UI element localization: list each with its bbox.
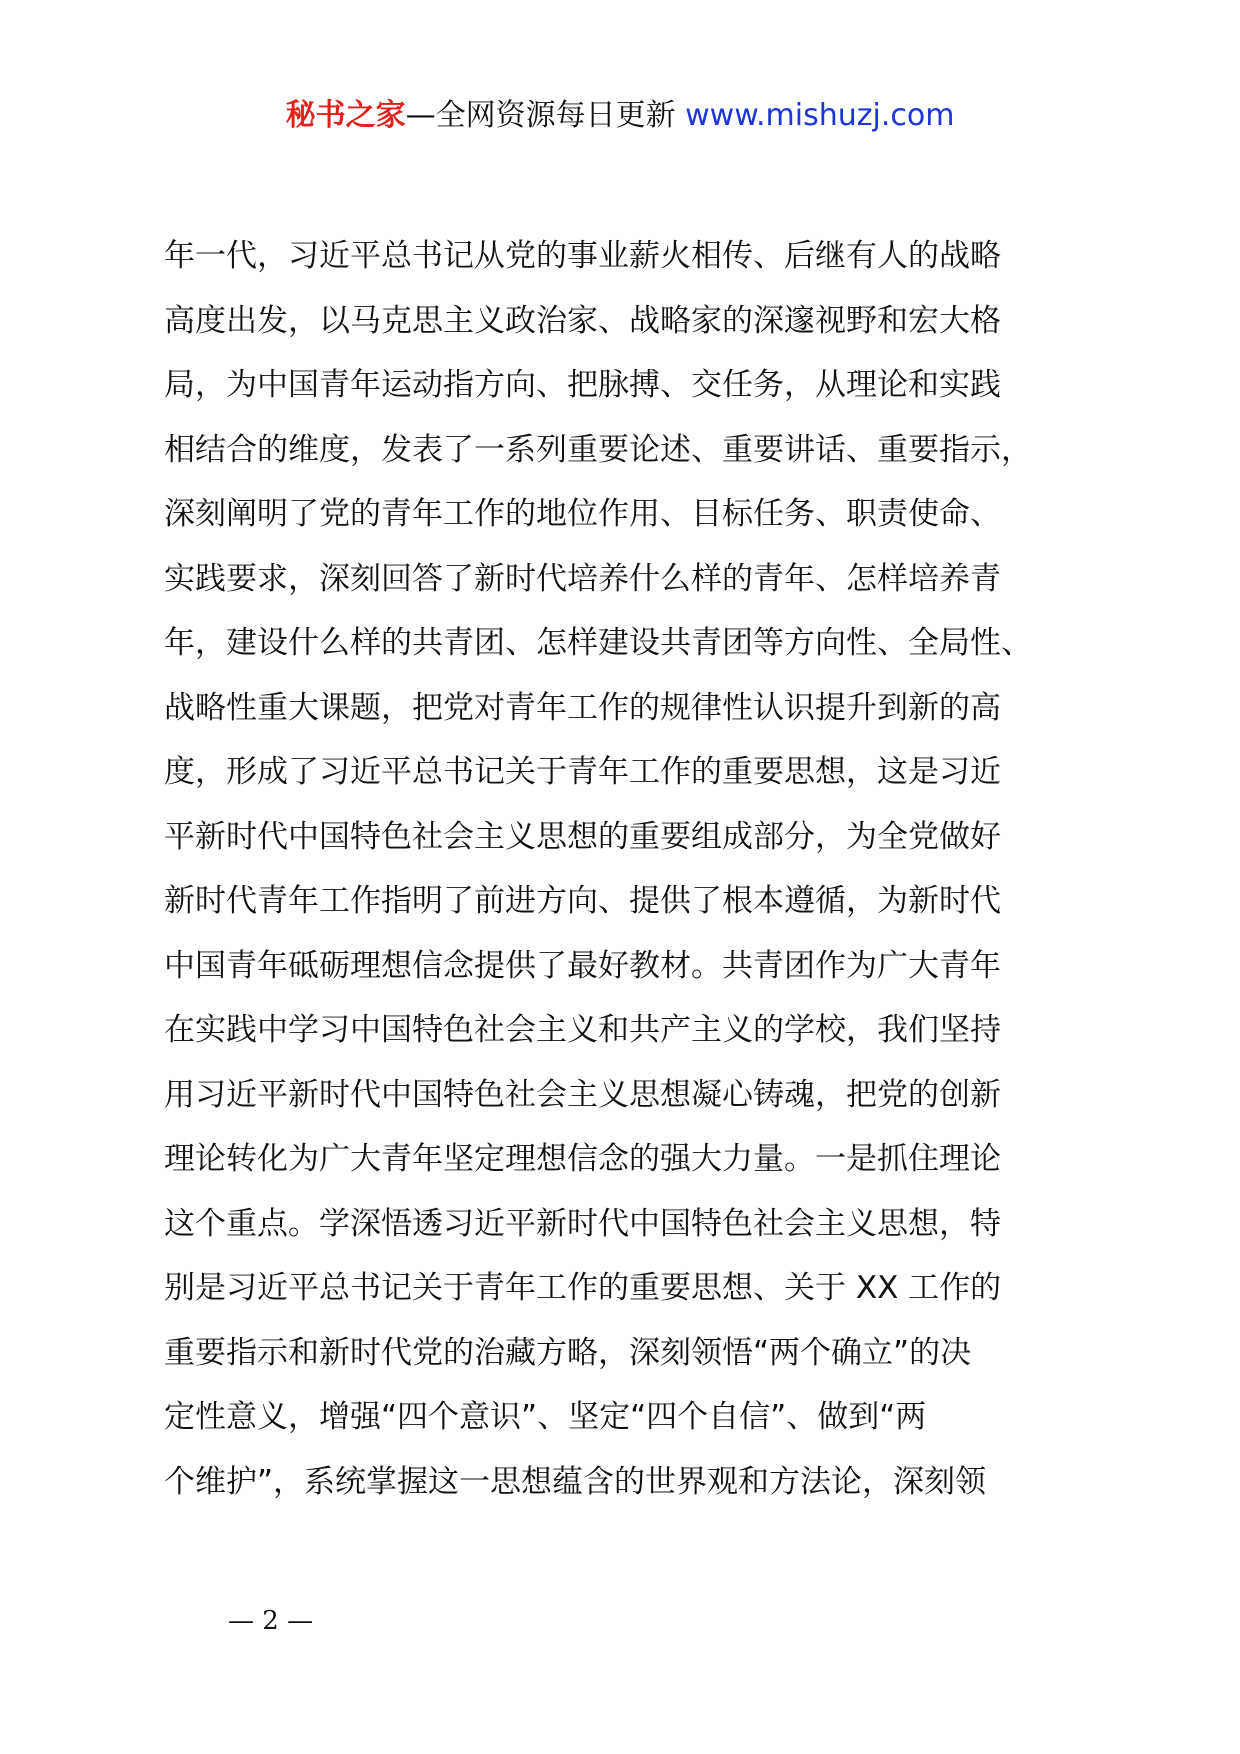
text-line: 定性意义，增强“四个意识”、坚定“四个自信”、做到“两 [164, 1399, 927, 1435]
text-line: 战略性重大课题，把党对青年工作的规律性认识提升到新的高 [164, 689, 1001, 726]
text-line: 局，为中国青年运动指方向、把脉搏、交任务，从理论和实践 [164, 367, 1001, 403]
text-line: 年一代，习近平总书记从党的事业薪火相传、后继有人的战略 [164, 238, 1001, 274]
text-line: 用习近平新时代中国特色社会主义思想凝心铸魂，把党的创新 [164, 1076, 1001, 1113]
page-number: — 2 — [228, 1606, 314, 1636]
text-line: 相结合的维度，发表了一系列重要论述、重要讲话、重要指示， [164, 431, 1032, 468]
text-line: 深刻阐明了党的青年工作的地位作用、目标任务、职责使命、 [164, 496, 1001, 532]
text-line: 新时代青年工作指明了前进方向、提供了根本遵循，为新时代 [164, 883, 1001, 919]
header-url-link[interactable]: www.mishuzj.com [685, 98, 955, 133]
document-body [164, 236, 1124, 1526]
text-line: 度，形成了习近平总书记关于青年工作的重要思想，这是习近 [164, 754, 1001, 790]
text-line: 在实践中学习中国特色社会主义和共产主义的学校，我们坚持 [164, 1012, 1001, 1048]
text-line: 中国青年砥砺理想信念提供了最好教材。共青团作为广大青年 [164, 947, 1001, 984]
text-line: 理论转化为广大青年坚定理想信念的强大力量。一是抓住理论 [164, 1141, 1001, 1177]
text-line: 年，建设什么样的共青团、怎样建设共青团等方向性、全局性、 [164, 625, 1032, 661]
text-line: 别是习近平总书记关于青年工作的重要思想、关于 XX 工作的 [164, 1270, 1002, 1306]
header-tagline: —全网资源每日更新 [405, 98, 676, 133]
text-line: 高度出发，以马克思主义政治家、战略家的深邃视野和宏大格 [164, 302, 1001, 339]
text-line: 平新时代中国特色社会主义思想的重要组成部分，为全党做好 [164, 818, 1001, 855]
page-header [0, 96, 1240, 136]
text-line: 重要指示和新时代党的治藏方略，深刻领悟“两个确立”的决 [164, 1334, 972, 1371]
header-brand: 秘书之家 [285, 98, 406, 133]
text-line: 个维护”，系统掌握这一思想蕴含的世界观和方法论，深刻领 [164, 1463, 987, 1500]
text-line: 这个重点。学深悟透习近平新时代中国特色社会主义思想，特 [164, 1205, 1001, 1242]
text-line: 实践要求，深刻回答了新时代培养什么样的青年、怎样培养青 [164, 560, 1001, 597]
